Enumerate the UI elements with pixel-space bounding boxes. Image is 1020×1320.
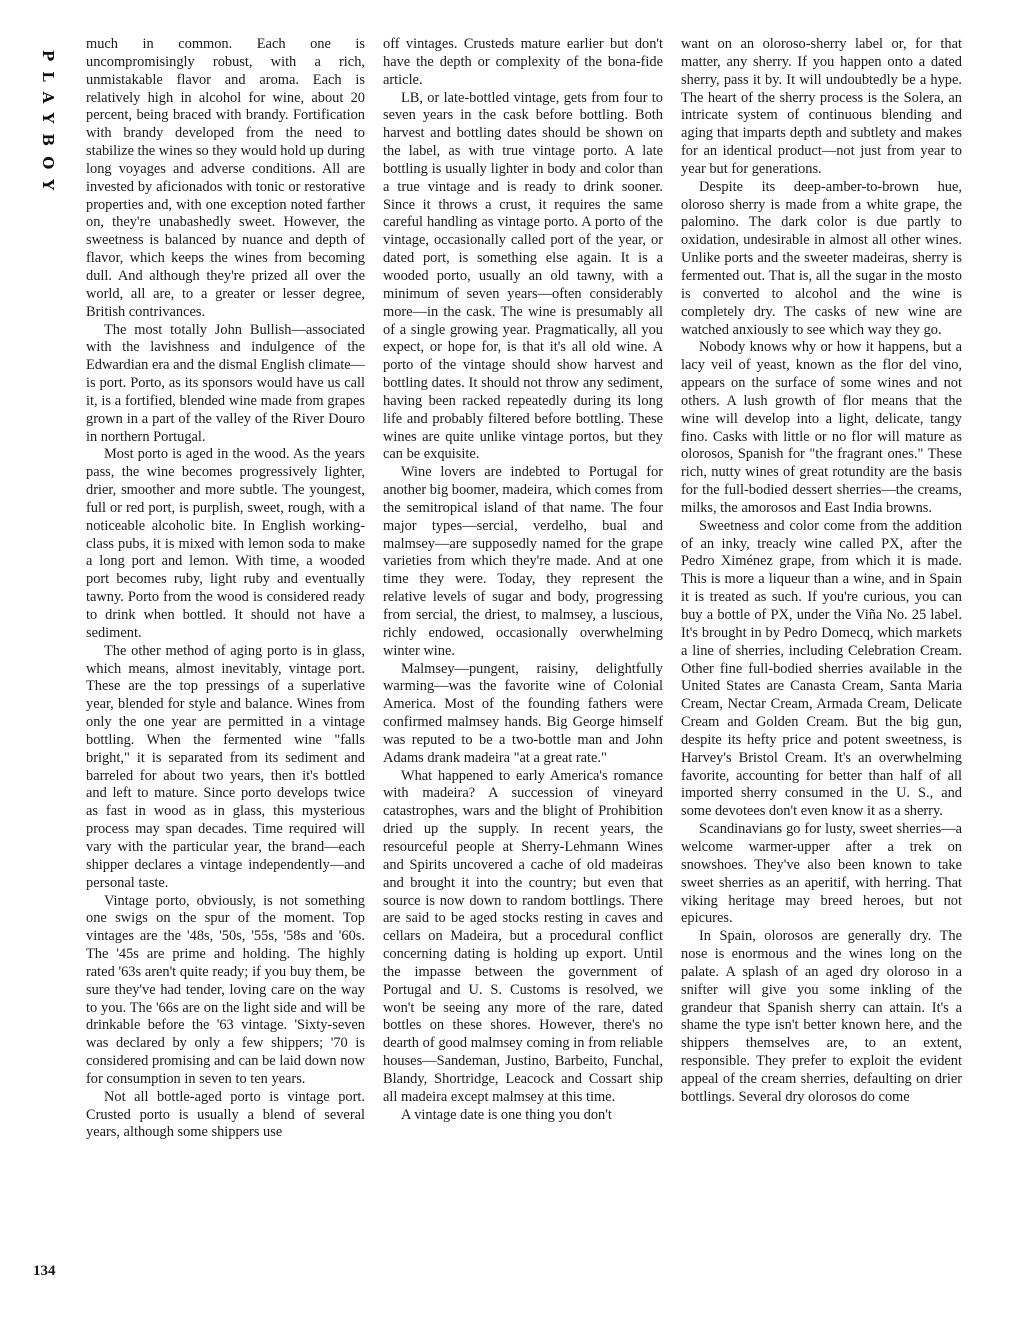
- article-column-1: [86, 36, 365, 1276]
- article-paragraph: The most totally John Bullish—associated with the lavishness and indulgence of the Edwardian era and the dismal English climate—is port. Porto, as its sponsors would have us call it, is a fortified, blended wine made from grapes grown in a part of the valley of the River Douro in northern Portugal.: [86, 321, 365, 445]
- article-paragraph: Nobody knows why or how it happens, but a lacy veil of yeast, known as the flor del vino, appears on the surface of some wines and not others. A lush growth of flor means that the wine will develop into a light, delicate, tangy fino. Casks with little or no flor will mature as olorosos, Spanish for "the fragrant ones." These rich, nutty wines of great rotundity are the basis for the full-bodied dessert sherries—the creams, milks, the amorosos and East India browns.: [681, 339, 962, 516]
- article-paragraph: much in common. Each one is uncompromisingly robust, with a rich, unmistakable flavor and aroma. Each is relatively high in alcohol for wine, about 20 percent, being braced with brandy. Fortification with brandy developed from the need to stabilize the wines so they would hold up during long voyages and adverse conditions. All are invested by aficionados with tonic or restorative properties and, with one exception noted farther on, they're unabashedly sweet. However, the sweetness is balanced by nuance and depth of flavor, which keeps the wines from becoming dull. And although they're prized all over the world, all are, to a greater or lesser degree, British contrivances.: [86, 36, 365, 320]
- article-paragraph: Wine lovers are indebted to Portugal for another big boomer, madeira, which comes from the semitropical island of that name. The four major types—sercial, verdelho, bual and malmsey—are supposedly named for the grape varieties from which they're made. And at one time they were. Today, they represent the relative levels of sugar and body, progressing from sercial, the driest, to malmsey, a luscious, richly endowed, occasionally overwhelming winter wine.: [383, 464, 663, 659]
- article-paragraph: LB, or late-bottled vintage, gets from four to seven years in the cask before bottling. Both harvest and bottling dates should be shown on the label, as with true vintage porto. A late bottling is usually lighter in body and color than a true vintage and is ready to drink sooner. Since it throws a crust, it requires the same careful handling as vintage porto. A porto of the vintage, occasionally called port of the year, or dated port, is something else again. It is a wooded porto, usually an old tawny, with a minimum of seven years—often considerably more—in the cask. The wine is presumably all of a single growing year. Pragmatically, all you expect, or hope for, is that it's all old wine. A porto of the vintage should show harvest and bottling dates. It should not throw any sediment, having been racked repeatedly during its long life and probably filtered before bottling. These wines are quite unlike vintage portos, but they can be exquisite.: [383, 89, 663, 463]
- page-number: 134: [33, 1263, 56, 1279]
- article-paragraph: What happened to early America's romance with madeira? A succession of vineyard catastrophes, wars and the blight of Prohibition dried up the supply. In recent years, the resourceful people at Sherry-Lehmann Wines and Spirits uncovered a cache of old madeiras and brought it into the country; but even that source is now down to random bottlings. There are said to be aged stocks resting in caves and cellars on Madeira, but a procedural conflict concerning dating is holding up export. Until the impasse between the government of Portugal and U. S. Customs is resolved, we won't be seeing any more of the rare, dated bottles on these shores. However, there's no dearth of good malmsey coming in from reliable houses—Sandeman, Justino, Barbeito, Funchal, Blandy, Shortridge, Leacock and Cossart ship all madeira except malmsey at this time.: [383, 767, 663, 1105]
- article-paragraph: Malmsey—pungent, raisiny, delightfully warming—was the favorite wine of Colonial America. Most of the founding fathers were confirmed malmsey hands. Big George himself was reputed to be a two-bottle man and John Adams drank madeira "at a great rate.": [383, 660, 663, 766]
- masthead-text: PLAYBOY: [39, 49, 57, 201]
- article-paragraph: In Spain, olorosos are generally dry. The nose is enormous and the wines long on the palate. A splash of an aged dry oloroso in a snifter will give you some inkling of the grandeur that Spanish sherry can attain. It's a shame the type isn't better known here, and the shippers themselves are, to an extent, responsible. They prefer to exploit the evident appeal of the cream sherries, defaulting on drier bottlings. Several dry olorosos do come: [681, 928, 962, 1105]
- article-paragraph: Vintage porto, obviously, is not something one swigs on the spur of the moment. Top vintages are the '48s, '50s, '55s, '58s and '60s. The '45s are prime and holding. The highly rated '63s aren't quite ready; if you buy them, be sure they've had tender, loving care on the way to you. The '66s are on the light side and will be drinkable before the '63 vintage. 'Sixty-seven was declared by only a few shippers; '70 is considered promising and can be laid down now for consumption in seven to ten years.: [86, 892, 365, 1087]
- article-paragraph: off vintages. Crusteds mature earlier but don't have the depth or complexity of the bona-fide article.: [383, 36, 663, 88]
- article-paragraph: A vintage date is one thing you don't: [401, 1106, 612, 1123]
- article-paragraph: Sweetness and color come from the addition of an inky, treacly wine called PX, after the Pedro Ximénez grape, from which it is made. This is more a liqueur than a wine, and in Spain it is treated as such. If you're curious, you can buy a bottle of PX, under the Viña No. 25 label. It's brought in by Pedro Domecq, which markets a line of sherries, including Celebration Cream. Other fine full-bodied sherries available in the United States are Canasta Cream, Santa Maria Cream, Nectar Cream, Armada Cream, Delicate Cream and Golden Cream. But the big gun, despite its hefty price and potent sweetness, is Harvey's Bristol Cream. It's an overwhelming favorite, accounting for better than half of all imported sherry consumed in the U. S., and some devotees don't even know it as a sherry.: [681, 517, 962, 820]
- article-column-2: [383, 36, 663, 1276]
- article-column-3: [681, 36, 962, 1276]
- article-paragraph: Scandinavians go for lusty, sweet sherries—a welcome warmer-upper after a trek on snowshoes. They've also been known to take sweet sherries as an aperitif, with herring. That viking heritage may breed heroes, but not epicures.: [681, 821, 962, 927]
- article-paragraph: want on an oloroso-sherry label or, for that matter, any sherry. If you happen onto a dated sherry, pass it by. It will undoubtedly be a hype. The heart of the sherry process is the Solera, an intricate system of continuous blending and aging that imparts depth and subtlety and makes for an identical product—not just from year to year but for generations.: [681, 36, 962, 177]
- article-paragraph: Despite its deep-amber-to-brown hue, oloroso sherry is made from a white grape, the palomino. The dark color is due partly to oxidation, undesirable in almost all other wines. Unlike ports and the sweeter madeiras, sherry is fermented out. That is, all the sugar in the mosto is converted to alcohol and the wine is completely dry. The casks of new wine are watched anxiously to see which way they go.: [681, 178, 962, 338]
- magazine-masthead: [33, 40, 63, 210]
- article-paragraph: Most porto is aged in the wood. As the years pass, the wine becomes progressively lighter, drier, smoother and more subtle. The youngest, full or red port, is purplish, sweet, rough, with a noticeable alcoholic bite. In English working-class pubs, it is mixed with lemon soda to make a long port and lemon. With time, a wooded port becomes ruby, light ruby and eventually tawny. Porto from the wood is considered ready to drink when bottled. It should not have a sediment.: [86, 446, 365, 641]
- article-paragraph: The other method of aging porto is in glass, which means, almost inevitably, vintage port. These are the top pressings of a superlative year, blended for style and balance. Wines from only the one year are permitted in a vintage bottling. When the fermented wine "falls bright," it is separated from its sediment and barreled for about two years, then it's bottled and left to mature. Since porto develops twice as fast in wood as in glass, this mysterious process may span decades. Time required will vary with the particular year, the brand—each shipper declares a vintage independently—and personal taste.: [86, 642, 365, 891]
- article-paragraph: Not all bottle-aged porto is vintage port. Crusted porto is usually a blend of several years, although some shippers use: [86, 1088, 365, 1141]
